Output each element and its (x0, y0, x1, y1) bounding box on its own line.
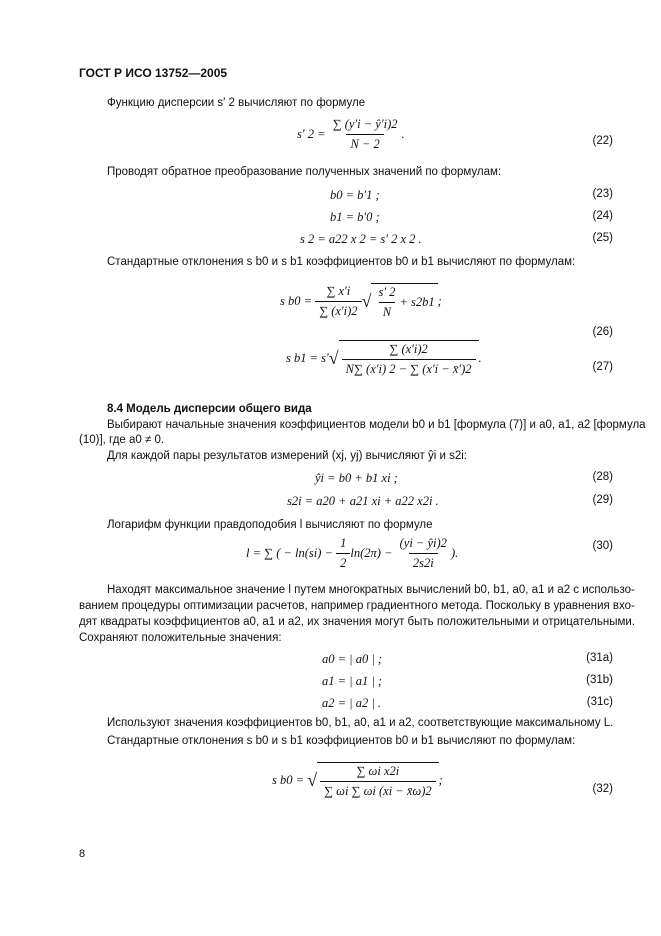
section-heading: 8.4 Модель дисперсии общего вида (107, 403, 312, 415)
equation-number-25: (25) (592, 232, 613, 244)
equation-number-31b: (31b) (586, 674, 613, 686)
formula-32-radical (307, 762, 438, 799)
formula-30-term-b: ln(2π) − (350, 546, 393, 560)
paragraph-maximize-line4: Сохраняют положительные значения: (79, 632, 282, 644)
formula-28: ŷi = b0 + b1 xi ; (315, 471, 398, 485)
equation-number-27: (27) (592, 361, 613, 373)
formula-29: s2i = a20 + a21 xi + a22 x2i . (287, 494, 439, 508)
formula-30-fraction (396, 536, 451, 571)
equation-number-28: (28) (592, 471, 613, 483)
formula-32-radicand (317, 762, 439, 799)
formula-32-numerator: ∑ ωi x2i (356, 764, 400, 778)
sqrt-icon: √ (361, 291, 372, 311)
formula-26-radicand-tail: + s2b1 (399, 295, 435, 309)
paragraph-initial-values-line1: Выбирают начальные значения коэффициентов модели b0 и b1 [формула (7)] и a0, a1, a2 [формула (107, 419, 646, 431)
paragraph-use-coefficients: Используют значения коэффициентов b0, b1, a0, a1 и a2, соответствующие максимальному L. (107, 717, 614, 729)
formula-27-tail: . (478, 351, 482, 365)
equation-number-31a: (31a) (586, 652, 613, 664)
formula-30-lhs: l = ∑ ( (246, 546, 281, 560)
paragraph-maximize-line2: ванием процедуры оптимизации расчетов, например градиентного метода. Поскольку в уравнения вхо- (79, 600, 635, 612)
formula-27-radical (329, 340, 479, 377)
equation-number-31c: (31c) (586, 696, 613, 708)
formula-27-radicand (339, 340, 479, 377)
paragraph-maximize-line1: Находят максимальное значение l путем многократных вычислений b0, b1, a0, a1 и a2 с использо- (107, 584, 635, 596)
formula-22-numerator: ∑ (y′i − ŷ′i)2 (332, 117, 398, 131)
formula-26 (280, 283, 442, 320)
formula-32-tail: ; (438, 773, 443, 787)
formula-27-numerator: ∑ (x′i)2 (389, 342, 428, 356)
formula-30 (246, 536, 458, 571)
page-number: 8 (79, 848, 86, 860)
equation-number-23: (23) (592, 188, 613, 200)
formula-25: s 2 = a22 x 2 = s′ 2 x 2 . (300, 232, 422, 246)
paragraph-for-each-pair: Для каждой пары результатов измерений (xj, yj) вычисляют ŷi и s2i: (107, 450, 467, 462)
formula-26-numerator: ∑ x′i (326, 284, 351, 298)
formula-26-radical (362, 283, 438, 320)
formula-27-denominator: N∑ (x′i) 2 − ∑ (x′i − x̄′)2 (342, 359, 476, 377)
formula-22-tail: . (401, 127, 405, 141)
equation-number-26: (26) (592, 326, 613, 338)
equation-number-22: (22) (592, 135, 613, 147)
formula-30-term-a: − ln(si) − (283, 546, 333, 560)
paragraph-initial-values-line2: (10)], где a0 ≠ 0. (79, 434, 165, 446)
paragraph-log-likelihood: Логарифм функции правдоподобия l вычисляют по формуле (107, 519, 433, 531)
formula-30-half-denominator: 2 (336, 553, 350, 571)
sqrt-icon: √ (307, 770, 318, 790)
equation-number-30: (30) (592, 540, 613, 552)
formula-30-numerator: (yi − ŷi)2 (399, 536, 447, 550)
formula-26-tail: ; (437, 294, 442, 308)
formula-30-half-numerator: 1 (340, 536, 347, 550)
paragraph-std-dev-final: Стандартные отклонения s b0 и s b1 коэффициентов b0 и b1 вычисляют по формулам: (107, 735, 576, 747)
document-header: ГОСТ Р ИСО 13752—2005 (79, 66, 228, 80)
formula-31b: a1 = | a1 | ; (322, 674, 383, 688)
formula-30-tail: ). (450, 546, 459, 560)
formula-26-inner-fraction (374, 285, 399, 320)
equation-number-32: (32) (592, 783, 613, 795)
formula-32 (272, 762, 443, 799)
formula-22-fraction (329, 117, 405, 152)
formula-26-denominator: ∑ (x′i)2 (315, 301, 361, 319)
formula-24: b1 = b′0 ; (330, 210, 380, 224)
formula-27-lhs: s b1 = s′ (286, 351, 329, 365)
paragraph-variance-function: Функцию дисперсии s′ 2 вычисляют по формуле (107, 97, 366, 109)
formula-26-fraction (315, 284, 361, 319)
formula-26-inner-numerator: s′ 2 (378, 285, 396, 299)
formula-23: b0 = b′1 ; (330, 188, 380, 202)
equation-number-24: (24) (592, 210, 613, 222)
formula-31c: a2 = | a2 | . (322, 696, 382, 710)
paragraph-inverse-transform: Проводят обратное преобразование полученных значений по формулам: (107, 166, 502, 178)
formula-22 (297, 117, 405, 152)
formula-22-lhs: s′ 2 = (297, 127, 326, 141)
formula-32-fraction (320, 764, 436, 799)
paragraph-std-dev-intro: Стандартные отклонения s b0 и s b1 коэффициентов b0 и b1 вычисляют по формулам: (107, 256, 576, 268)
formula-31a: a0 = | a0 | ; (322, 652, 383, 666)
formula-32-lhs: s b0 = (272, 773, 305, 787)
equation-number-29: (29) (592, 494, 613, 506)
formula-32-denominator: ∑ ωi ∑ ωi (xi − x̄ω)2 (320, 781, 436, 799)
formula-27 (286, 340, 482, 377)
formula-26-inner-denominator: N (379, 302, 395, 320)
formula-22-denominator: N − 2 (346, 134, 383, 152)
formula-30-half (336, 536, 350, 571)
sqrt-icon: √ (328, 348, 339, 368)
formula-26-radicand (371, 283, 437, 320)
formula-26-lhs: s b0 = (280, 294, 313, 308)
formula-27-fraction (342, 342, 476, 377)
paragraph-maximize-line3: дят квадраты коэффициентов a0, a1 и a2, их значения могут быть положительными и отрицательными. (79, 616, 636, 628)
formula-30-denominator: 2s2i (409, 553, 438, 571)
